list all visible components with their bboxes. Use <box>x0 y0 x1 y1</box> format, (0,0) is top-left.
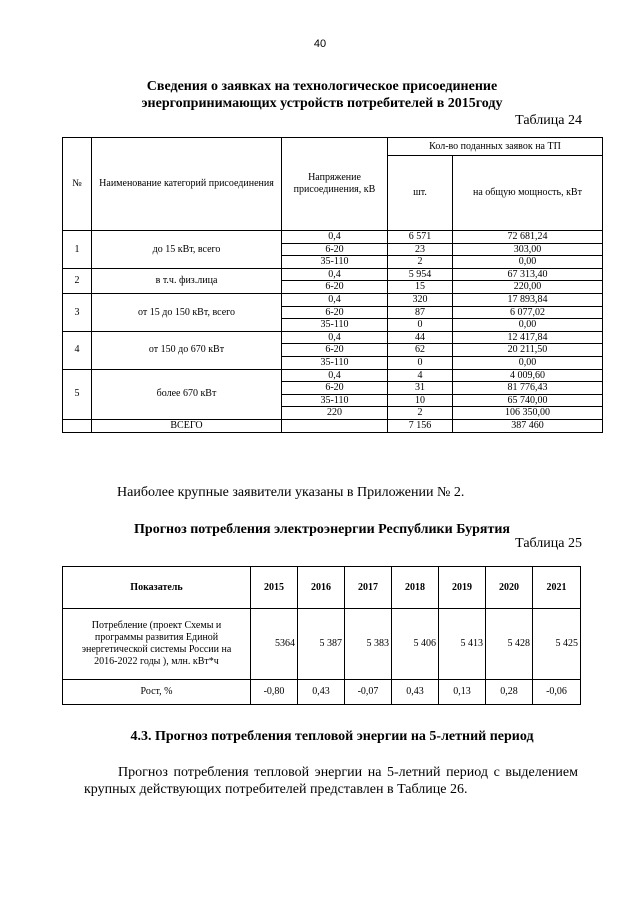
cell-power: 220,00 <box>453 281 603 294</box>
table24-body <box>63 231 603 433</box>
cell-value: 5 425 <box>533 609 581 680</box>
cell-count: 2 <box>388 407 453 420</box>
cell-voltage: 6-20 <box>282 281 388 294</box>
table25-header-row <box>63 567 581 609</box>
cell-voltage: 35-110 <box>282 256 388 269</box>
cell-voltage: 0,4 <box>282 369 388 382</box>
table25 <box>62 566 581 705</box>
cell-value: 0,43 <box>298 680 345 705</box>
table24-title-line2: энергопринимающих устройств потребителей в 2015году <box>141 96 503 111</box>
cell-count: 23 <box>388 243 453 256</box>
cell-value: -0,80 <box>251 680 298 705</box>
row-num: 3 <box>63 293 92 331</box>
total-voltage-empty <box>282 419 388 432</box>
cell-power: 65 740,00 <box>453 394 603 407</box>
cell-power: 6 077,02 <box>453 306 603 319</box>
cell-voltage: 6-20 <box>282 382 388 395</box>
header-year: 2021 <box>533 567 581 609</box>
note-text: Наиболее крупные заявители указаны в Приложении № 2. <box>117 485 465 500</box>
cell-power: 0,00 <box>453 356 603 369</box>
table-row <box>63 680 581 705</box>
table-row <box>63 293 603 306</box>
row-category: более 670 кВт <box>92 369 282 419</box>
header-year: 2020 <box>486 567 533 609</box>
total-label: ВСЕГО <box>92 419 282 432</box>
table24-title <box>62 78 582 112</box>
cell-value: 0,13 <box>439 680 486 705</box>
row-num: 1 <box>63 231 92 269</box>
cell-power: 0,00 <box>453 319 603 332</box>
cell-count: 2 <box>388 256 453 269</box>
cell-value: 0,43 <box>392 680 439 705</box>
section-paragraph: Прогноз потребления тепловой энергии на 5-летний период с выделением крупных действующих потребителей представлен в Таблице 26. <box>84 765 578 797</box>
table25-title: Прогноз потребления электроэнергии Республики Бурятия <box>134 522 510 537</box>
cell-count: 6 571 <box>388 231 453 244</box>
header-year: 2019 <box>439 567 486 609</box>
row-num: 2 <box>63 268 92 293</box>
row-num: 4 <box>63 331 92 369</box>
total-empty <box>63 419 92 432</box>
total-row <box>63 419 603 432</box>
table25-body <box>63 609 581 705</box>
header-num: № <box>63 138 92 231</box>
cell-count: 0 <box>388 356 453 369</box>
cell-count: 31 <box>388 382 453 395</box>
cell-value: -0,07 <box>345 680 392 705</box>
cell-power: 12 417,84 <box>453 331 603 344</box>
cell-value: 5 406 <box>392 609 439 680</box>
cell-voltage: 0,4 <box>282 231 388 244</box>
cell-count: 0 <box>388 319 453 332</box>
row-category: до 15 кВт, всего <box>92 231 282 269</box>
table-row <box>63 268 603 281</box>
cell-value: 5 383 <box>345 609 392 680</box>
table25-label: Таблица 25 <box>515 536 582 551</box>
row-category: от 15 до 150 кВт, всего <box>92 293 282 331</box>
cell-value: 5364 <box>251 609 298 680</box>
total-count: 7 156 <box>388 419 453 432</box>
total-power: 387 460 <box>453 419 603 432</box>
cell-count: 4 <box>388 369 453 382</box>
header-count: шт. <box>388 156 453 231</box>
table-row <box>63 609 581 680</box>
header-indicator: Показатель <box>63 567 251 609</box>
header-power: на общую мощность, кВт <box>453 156 603 231</box>
cell-voltage: 0,4 <box>282 293 388 306</box>
cell-voltage: 35-110 <box>282 356 388 369</box>
cell-count: 87 <box>388 306 453 319</box>
table-row <box>63 331 603 344</box>
cell-count: 15 <box>388 281 453 294</box>
cell-count: 320 <box>388 293 453 306</box>
cell-voltage: 6-20 <box>282 344 388 357</box>
cell-power: 72 681,24 <box>453 231 603 244</box>
page-number: 40 <box>313 38 327 50</box>
header-year: 2018 <box>392 567 439 609</box>
cell-power: 106 350,00 <box>453 407 603 420</box>
cell-count: 10 <box>388 394 453 407</box>
table24 <box>62 137 603 433</box>
cell-count: 44 <box>388 331 453 344</box>
cell-power: 303,00 <box>453 243 603 256</box>
header-year: 2015 <box>251 567 298 609</box>
cell-voltage: 35-110 <box>282 319 388 332</box>
cell-voltage: 220 <box>282 407 388 420</box>
cell-count: 5 954 <box>388 268 453 281</box>
cell-power: 20 211,50 <box>453 344 603 357</box>
cell-value: -0,06 <box>533 680 581 705</box>
header-requests-group: Кол-во поданных заявок на ТП <box>388 138 603 156</box>
row-category: в т.ч. физ.лица <box>92 268 282 293</box>
cell-value: 0,28 <box>486 680 533 705</box>
row-num: 5 <box>63 369 92 419</box>
cell-voltage: 6-20 <box>282 306 388 319</box>
cell-count: 62 <box>388 344 453 357</box>
section-heading: 4.3. Прогноз потребления тепловой энергии на 5-летний период <box>130 729 534 744</box>
cell-power: 4 009,60 <box>453 369 603 382</box>
row-indicator: Рост, % <box>63 680 251 705</box>
table-row <box>63 231 603 244</box>
cell-value: 5 413 <box>439 609 486 680</box>
cell-power: 17 893,84 <box>453 293 603 306</box>
cell-power: 81 776,43 <box>453 382 603 395</box>
table24-label: Таблица 24 <box>515 113 582 128</box>
header-year: 2017 <box>345 567 392 609</box>
cell-power: 0,00 <box>453 256 603 269</box>
cell-voltage: 6-20 <box>282 243 388 256</box>
cell-voltage: 0,4 <box>282 331 388 344</box>
cell-value: 5 387 <box>298 609 345 680</box>
row-category: от 150 до 670 кВт <box>92 331 282 369</box>
cell-value: 5 428 <box>486 609 533 680</box>
cell-voltage: 35-110 <box>282 394 388 407</box>
header-category: Наименование категорий присоединения <box>92 138 282 231</box>
header-year: 2016 <box>298 567 345 609</box>
table24-title-line1: Сведения о заявках на технологическое присоединение <box>146 79 498 94</box>
header-voltage: Напряжение присоединения, кВ <box>282 138 388 231</box>
cell-power: 67 313,40 <box>453 268 603 281</box>
row-indicator: Потребление (проект Схемы и программы развития Единой энергетической системы России на 2016-2022 годы ), млн. кВт*ч <box>63 609 251 680</box>
cell-voltage: 0,4 <box>282 268 388 281</box>
table-row <box>63 369 603 382</box>
